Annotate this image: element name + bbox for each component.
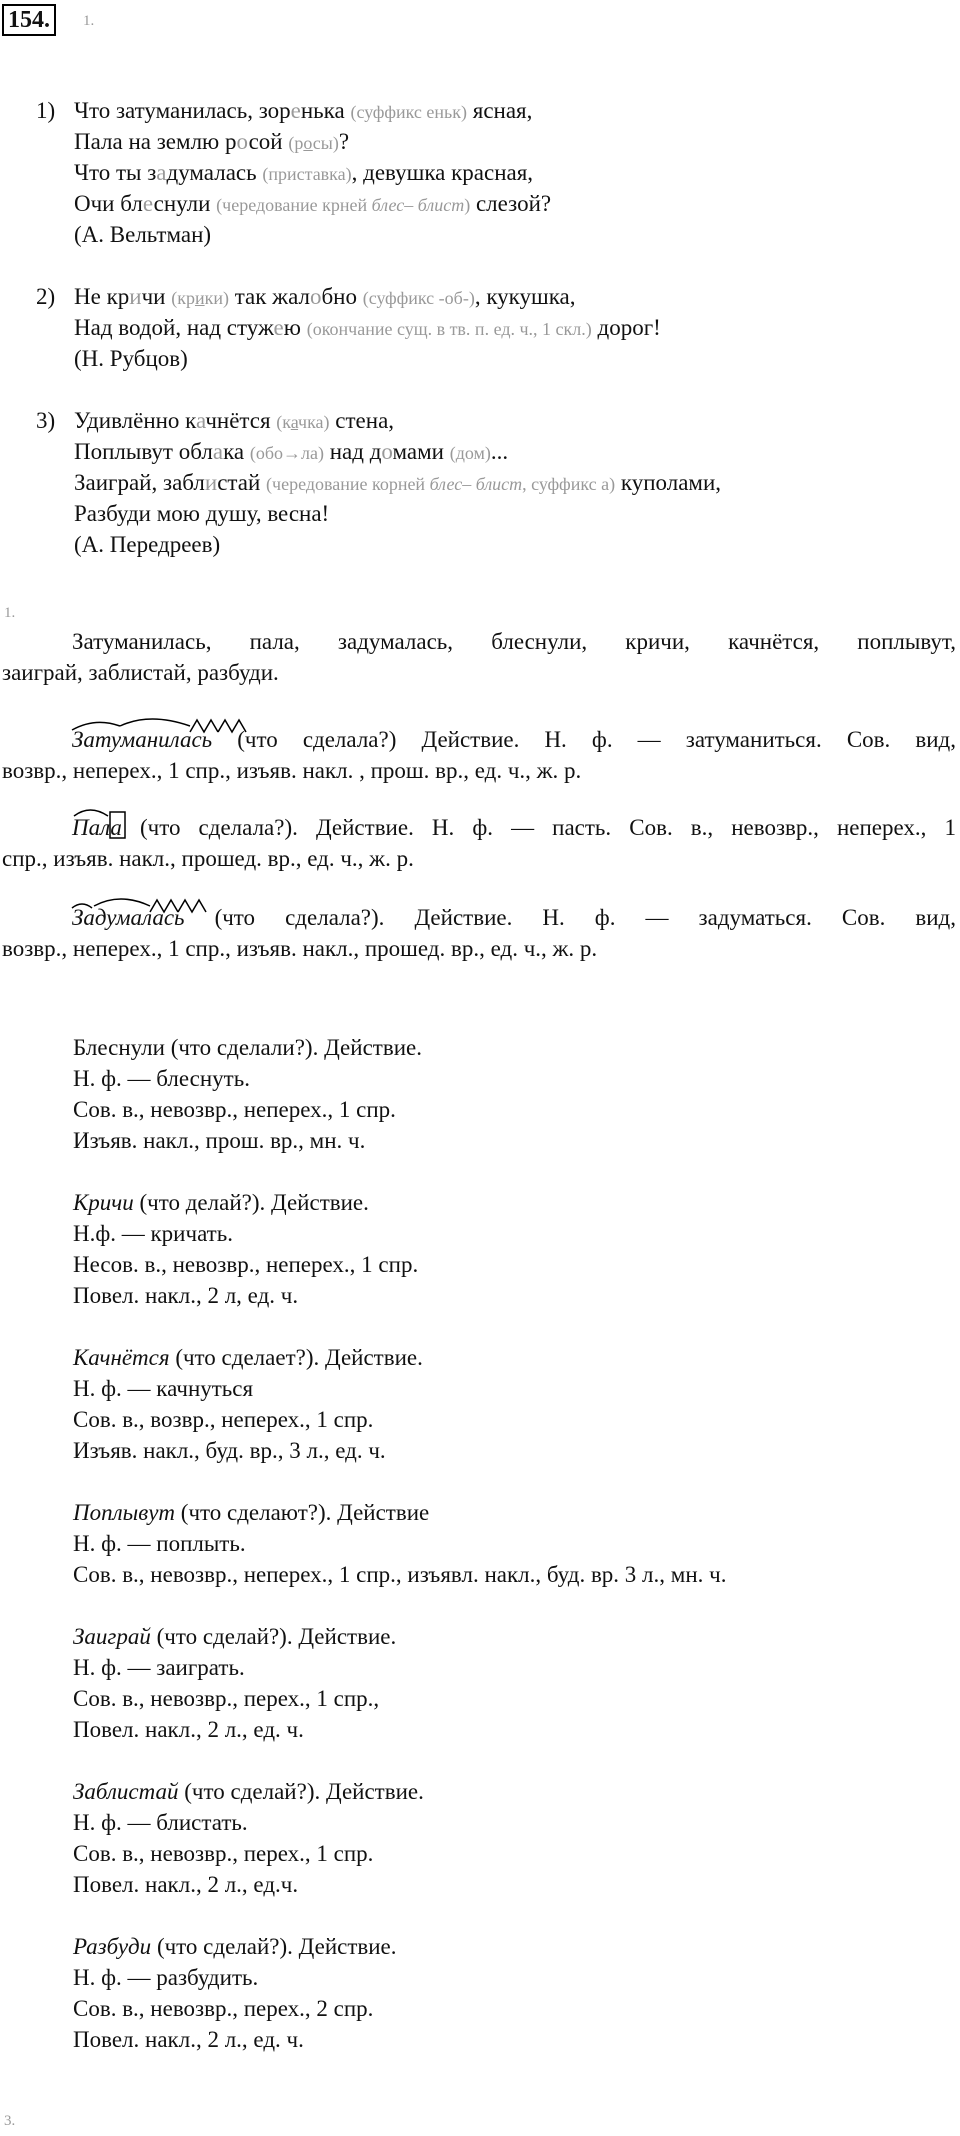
annotation: (чередование корней	[266, 474, 430, 494]
poem-text: Над водой, над стуж	[74, 315, 274, 340]
verb-head-text: (что сделают?). Действие	[175, 1500, 430, 1525]
verb-analysis-6	[73, 1776, 726, 1900]
analysis-text: возвр., неперех., 1 спр., изъяв. накл. , прош. вр., ед. ч., ж. р.	[2, 758, 582, 783]
verbs-line-1: Затуманилась, пала, задумалась, блеснули, кричи, качнётся, поплывут,	[72, 629, 956, 654]
poem-text: и	[204, 470, 218, 495]
poem-text: стена,	[329, 408, 395, 433]
poem-text: мами	[392, 439, 450, 464]
poem-text: ю	[283, 315, 307, 340]
annotation: )	[464, 195, 471, 215]
poem-text: ?	[338, 129, 350, 154]
analysis-text: (что сделала?) Действие. Н. ф. — затуманиться. Сов. вид,	[212, 727, 956, 752]
verb-head-text: (что сделает?). Действие.	[169, 1345, 423, 1370]
poem-text: о	[236, 129, 249, 154]
verb-head-text: Блеснули (что сделали?). Действие.	[73, 1035, 422, 1060]
verb-analysis-line: Н. ф. — блеснуть.	[73, 1066, 250, 1091]
poem-text: (А. Вельтман)	[74, 222, 212, 247]
verb-word: Кричи	[73, 1190, 134, 1215]
verb-analysis-line: Повел. накл., 2 л., ед.ч.	[73, 1872, 299, 1897]
poem-text: , кукушка,	[474, 284, 576, 309]
verb-head-text: (что делай?). Действие.	[133, 1190, 369, 1215]
section-marker-3: 3.	[4, 2113, 16, 2129]
poem-text: Удивлённо к	[74, 408, 197, 433]
annotation: (обо→ла)	[249, 443, 324, 463]
poem-text: чи	[141, 284, 172, 309]
verb-head-text: (что сделай?). Действие.	[151, 1934, 397, 1959]
poem-text: Что ты з	[74, 160, 157, 185]
verb-word: Разбуди	[73, 1934, 152, 1959]
verb-analysis-line: Сов. в., возвр., неперех., 1 спр.	[73, 1407, 374, 1432]
poem-text: Поплывут обл	[74, 439, 213, 464]
poem-text: ...	[490, 439, 509, 464]
poem-text: думалась	[166, 160, 263, 185]
annotation: чка)	[298, 412, 330, 432]
annotation: а	[601, 474, 610, 494]
poem-line	[74, 529, 721, 560]
poem-text: Заиграй, забл	[74, 470, 205, 495]
poem-text: над д	[323, 439, 382, 464]
verb-analysis-line: Изъяв. накл., буд. вр., 3 л., ед. ч.	[73, 1438, 386, 1463]
verb-analysis-3	[73, 1342, 726, 1466]
section-marker-2: 1.	[4, 605, 16, 621]
verb-analysis-line: Н.ф. — кричать.	[73, 1221, 233, 1246]
poem-text: е	[290, 98, 301, 123]
verb-word: Поплывут	[73, 1500, 176, 1525]
poem-text: а	[212, 439, 224, 464]
verb-head-text: (что сделай?). Действие.	[150, 1624, 397, 1649]
poem-line	[74, 281, 661, 312]
verb-analysis-line: Сов. в., невозвр., перех., 1 спр.	[73, 1841, 374, 1866]
verb-analysis-line: Н. ф. — поплыть.	[73, 1531, 246, 1556]
verb-analysis-head	[73, 1621, 726, 1652]
poem-text: Не кр	[74, 284, 130, 309]
annotation: (приставка)	[262, 164, 352, 184]
verb-analysis-line: Повел. накл., 2 л, ед. ч.	[73, 1283, 299, 1308]
annotation: ки)	[204, 288, 229, 308]
poem-line	[74, 436, 721, 467]
poem-line	[74, 188, 551, 219]
annotation: сы)	[312, 133, 339, 153]
poem-line	[74, 219, 551, 250]
annotation: блес– блист	[429, 474, 523, 494]
poem-text: о	[381, 439, 393, 464]
verb-analysis-line: Н. ф. — разбудить.	[73, 1965, 259, 1990]
verb-word: Заиграй	[73, 1624, 151, 1649]
verb-analysis-head	[73, 1187, 726, 1218]
poem-text: нька	[300, 98, 351, 123]
morpheme-marks-2	[70, 804, 140, 844]
analysis-blocks	[73, 1032, 726, 2086]
annotation: о	[303, 133, 313, 153]
verb-analysis-head	[73, 1931, 726, 1962]
annotation: (чередование крней	[216, 195, 372, 215]
poem-text: снули	[153, 191, 217, 216]
morpheme-marks-1	[70, 712, 250, 736]
poem-text: так жал	[228, 284, 310, 309]
verb-analysis-head	[73, 1342, 726, 1373]
poem-text: е	[273, 315, 284, 340]
verb-analysis-line: Изъяв. накл., прош. вр., мн. ч.	[73, 1128, 366, 1153]
poem-line	[74, 157, 551, 188]
poem-1	[36, 95, 721, 250]
poem-2	[36, 281, 721, 374]
verb-analysis-line: Н. ф. — блистать.	[73, 1810, 248, 1835]
verb-analysis-4	[73, 1497, 726, 1590]
verb-head-text: (что сделай?). Действие.	[178, 1779, 424, 1804]
poem-text: куполами,	[615, 470, 722, 495]
verb-analysis-head	[73, 1497, 726, 1528]
morpheme-marks-3	[70, 892, 220, 916]
poem-text: Пала на землю р	[74, 129, 237, 154]
poem-line	[74, 498, 721, 529]
annotation: и	[194, 288, 205, 308]
verb-analysis-line: Повел. накл., 2 л., ед. ч.	[73, 2027, 304, 2052]
poem-text: стай	[217, 470, 267, 495]
poem-number: 3)	[36, 408, 56, 433]
annotation: (суффикс -об-)	[362, 288, 475, 308]
poem-text: (Н. Рубцов)	[74, 346, 188, 371]
poem-line	[74, 467, 721, 498]
verb-analysis-line: Н. ф. — заиграть.	[73, 1655, 245, 1680]
annotation: (окончание сущ. в тв. п. ед. ч., 1 скл.)	[306, 319, 592, 339]
annotation: (кр	[171, 288, 195, 308]
analysis-text: (что сделала?). Действие. Н. ф. — задуматься. Сов. вид,	[184, 905, 956, 930]
verbs-line-2: заиграй, заблистай, разбуди.	[2, 660, 279, 685]
poem-3	[36, 405, 721, 560]
verb-analysis-1	[73, 1032, 726, 1156]
annotation: )	[609, 474, 616, 494]
verb-analysis-5	[73, 1621, 726, 1745]
exercise-number: 154.	[2, 4, 56, 36]
poem-text: , девушка красная,	[351, 160, 534, 185]
annotation: а	[290, 412, 299, 432]
poem-text: Очи бл	[74, 191, 143, 216]
annotation: , суффикс	[522, 474, 602, 494]
poem-line	[74, 405, 721, 436]
poem-text: а	[196, 408, 206, 433]
annotation: (суффикс еньк)	[350, 102, 467, 122]
poems	[36, 95, 721, 591]
annotation: (р	[288, 133, 304, 153]
poem-line	[74, 126, 551, 157]
poem-text: и	[129, 284, 142, 309]
verb-analysis-line: Повел. накл., 2 л., ед. ч.	[73, 1717, 304, 1742]
verb-analysis-head	[73, 1032, 726, 1063]
poem-line	[74, 343, 661, 374]
poem-text: ка	[223, 439, 250, 464]
poem-text: дорог!	[591, 315, 661, 340]
annotation: блес– блист	[371, 195, 465, 215]
word-zadumalas: Задумалась	[72, 905, 185, 930]
poem-number: 1)	[36, 98, 56, 123]
poem-text: слезой?	[470, 191, 552, 216]
verb-analysis-head	[73, 1776, 726, 1807]
verbs-paragraph	[2, 626, 956, 688]
poem-line	[74, 312, 661, 343]
poem-text: Что затуманилась, зор	[74, 98, 291, 123]
poem-text: (А. Передреев)	[74, 532, 221, 557]
verb-analysis-2	[73, 1187, 726, 1311]
verb-analysis-line: Несов. в., невозвр., неперех., 1 спр.	[73, 1252, 419, 1277]
analysis-pala	[2, 812, 956, 874]
verb-analysis-7	[73, 1931, 726, 2055]
poem-text: чнётся	[205, 408, 277, 433]
verb-analysis-line: Сов. в., невозвр., неперех., 1 спр.	[73, 1097, 396, 1122]
verb-analysis-line: Сов. в., невозвр., неперех., 1 спр., изъявл. накл., буд. вр. 3 л., мн. ч.	[73, 1562, 727, 1587]
annotation: (к	[276, 412, 291, 432]
annotation: (дом)	[449, 443, 491, 463]
verb-analysis-line: Сов. в., невозвр., перех., 1 спр.,	[73, 1686, 380, 1711]
word-pala: Пала	[72, 815, 122, 840]
poem-text: бно	[321, 284, 363, 309]
analysis-text: (что сделала?). Действие. Н. ф. — пасть. Сов. в., невозвр., неперех., 1	[121, 815, 956, 840]
poem-text: е	[142, 191, 154, 216]
verb-analysis-line: Сов. в., невозвр., перех., 2 спр.	[73, 1996, 374, 2021]
analysis-text: возвр., неперех., 1 спр., изъяв. накл., прошед. вр., ед. ч., ж. р.	[2, 936, 598, 961]
word-zatumanilas: Затуманилась	[72, 727, 213, 752]
poem-line	[74, 95, 551, 126]
verb-analysis-line: Н. ф. — качнуться	[73, 1376, 254, 1401]
poem-text: о	[309, 284, 322, 309]
verb-word: Качнётся	[73, 1345, 170, 1370]
verb-word: Заблистай	[73, 1779, 179, 1804]
poem-text: а	[156, 160, 167, 185]
section-marker: 1.	[83, 13, 95, 29]
analysis-text: спр., изъяв. накл., прошед. вр., ед. ч., ж. р.	[2, 846, 414, 871]
poem-number: 2)	[36, 284, 56, 309]
poem-text: ясная,	[466, 98, 533, 123]
poem-text: сой	[248, 129, 289, 154]
poem-text: Разбуди мою душу, весна!	[74, 501, 330, 526]
